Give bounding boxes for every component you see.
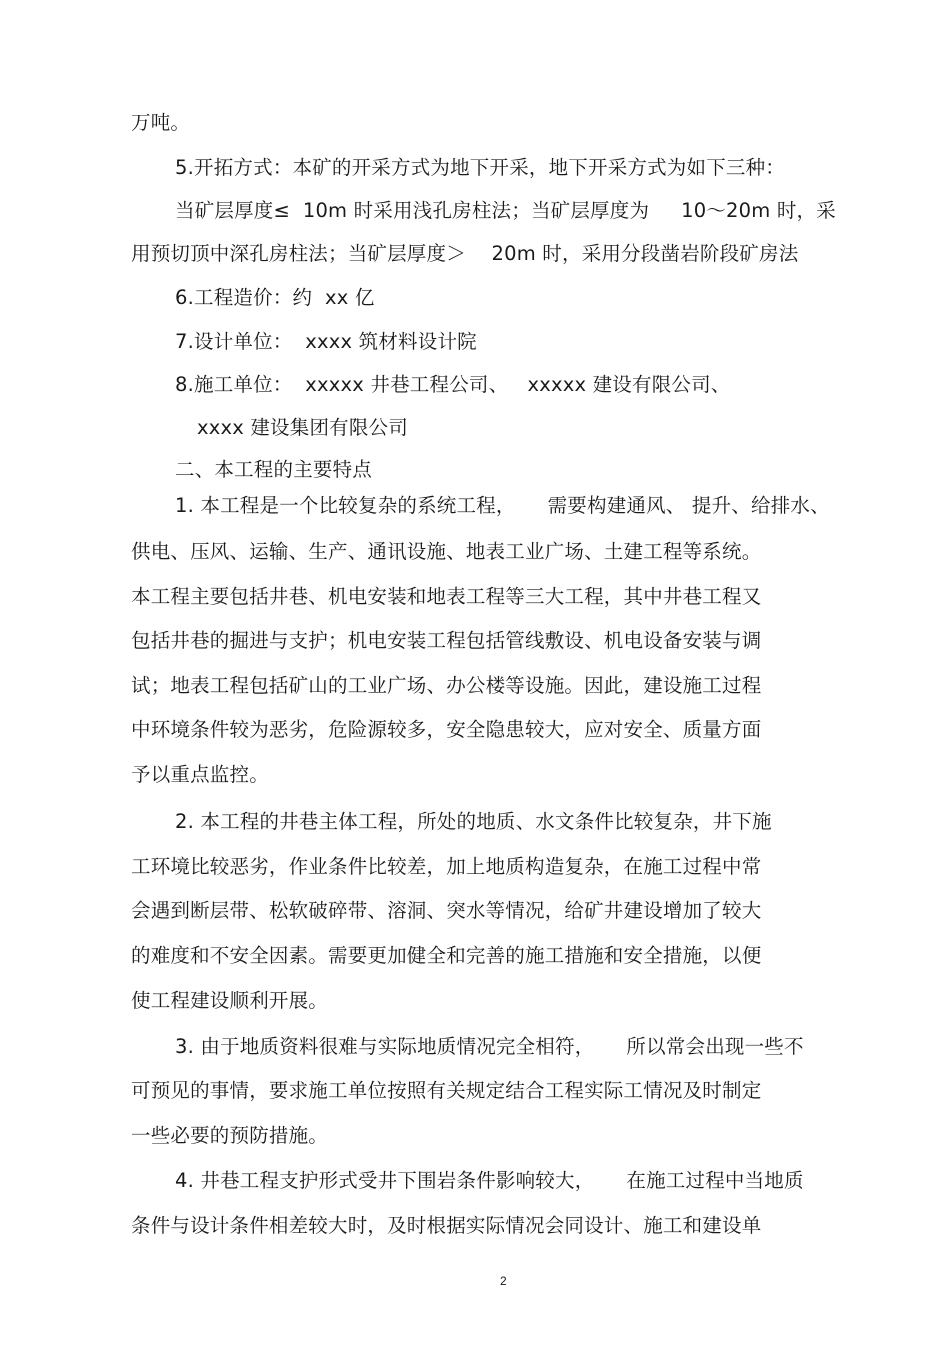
text-line: 供电、压风、运输、生产、通讯设施、地表工业广场、土建工程等系统。 [131, 540, 762, 563]
text-line: 8.施工单位： xxxxx 井巷工程公司、 xxxxx 建设有限公司、 [175, 373, 731, 396]
text-line: 可预见的事情，要求施工单位按照有关规定结合工程实际工情况及时制定 [131, 1079, 762, 1102]
text-line: 使工程建设顺利开展。 [131, 989, 329, 1012]
text-line: 一些必要的预防措施。 [131, 1124, 329, 1147]
text-line: 万吨。 [131, 111, 191, 134]
text-line: 工环境比较恶劣，作业条件比较差，加上地质构造复杂，在施工过程中常 [131, 855, 762, 878]
text-line: 予以重点监控。 [131, 763, 269, 786]
text-line: 试；地表工程包括矿山的工业广场、办公楼等设施。因此，建设施工过程 [131, 674, 762, 697]
text-line: 6.工程造价：约 xx 亿 [175, 286, 375, 309]
section-heading: 二、本工程的主要特点 [175, 458, 373, 481]
text-line: 中环境条件较为恶劣，危险源较多，安全隐患较大，应对安全、质量方面 [131, 718, 762, 741]
text-line: 3. 由于地质资料很难与实际地质情况完全相符， 所以常会出现一些不 [175, 1035, 804, 1058]
page-number: 2 [500, 1274, 507, 1288]
text-line: 4. 井巷工程支护形式受井下围岩条件影响较大， 在施工过程中当地质 [175, 1169, 804, 1192]
text-line: 用预切顶中深孔房柱法；当矿层厚度＞ 20m 时，采用分段凿岩阶段矿房法 [131, 242, 799, 265]
text-line: 会遇到断层带、松软破碎带、溶洞、突水等情况，给矿井建设增加了较大 [131, 899, 762, 922]
text-line: 条件与设计条件相差较大时，及时根据实际情况会同设计、施工和建设单 [131, 1214, 762, 1237]
text-line: 的难度和不安全因素。需要更加健全和完善的施工措施和安全措施，以便 [131, 944, 762, 967]
text-line: 包括井巷的掘进与支护；机电安装工程包括管线敷设、机电设备安装与调 [131, 629, 762, 652]
text-line: 当矿层厚度≤ 10m 时采用浅孔房柱法；当矿层厚度为 10～20m 时，采 [175, 199, 836, 222]
text-line: xxxx 建设集团有限公司 [197, 416, 408, 439]
text-line: 7.设计单位： xxxx 筑材料设计院 [175, 330, 477, 353]
text-line: 2. 本工程的井巷主体工程，所处的地质、水文条件比较复杂，井下施 [175, 810, 772, 833]
text-line: 本工程主要包括井巷、机电安装和地表工程等三大工程，其中井巷工程又 [131, 585, 762, 608]
text-line: 5.开拓方式：本矿的开采方式为地下开采，地下开采方式为如下三种： [175, 156, 786, 179]
text-line: 1. 本工程是一个比较复杂的系统工程， 需要构建通风、 提升、给排水、 [175, 494, 830, 517]
